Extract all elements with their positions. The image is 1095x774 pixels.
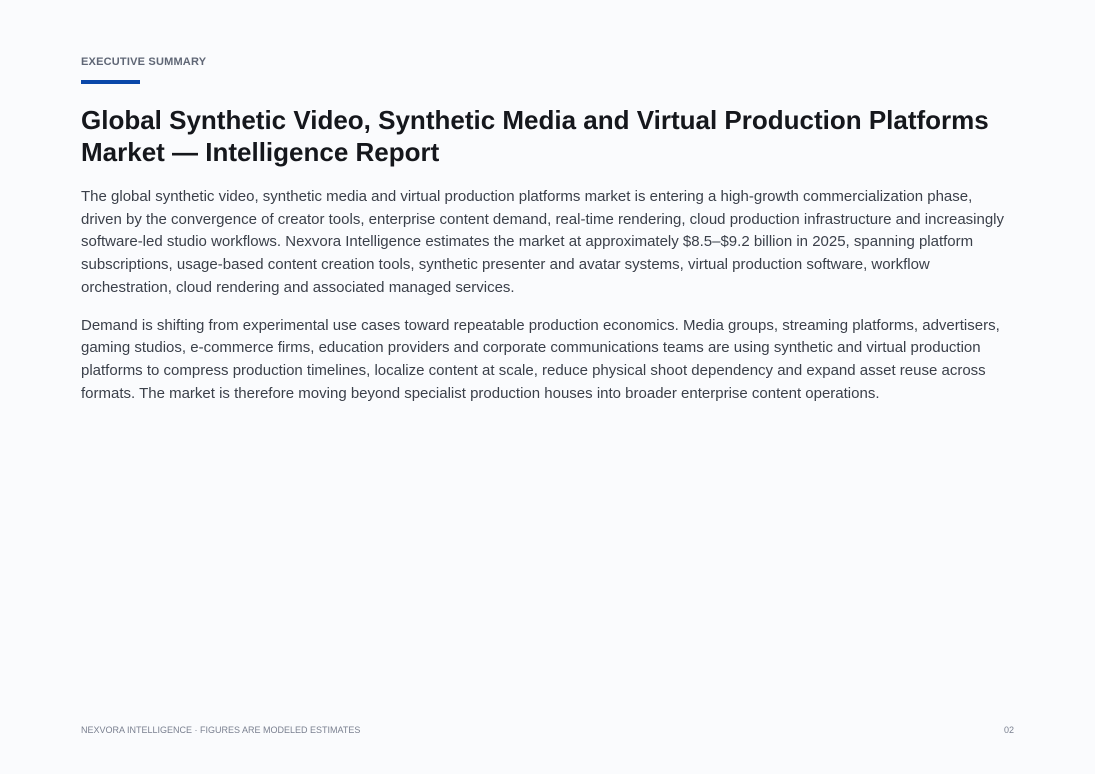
page-number: 02 <box>1003 725 1014 735</box>
summary-paragraph-2: Demand is shifting from experimental use cases toward repeatable production economics. Media groups, streaming platforms, advertisers, gaming studios, e-commerce firms, education providers and corporate communications teams are using synthetic and virtual production platforms to compress production timelines, localize content at scale, reduce physical shoot dependency and expand asset reuse across formats. The market is therefore moving beyond specialist production houses into broader enterprise content operations. <box>81 316 1000 402</box>
accent-bar <box>81 80 140 84</box>
page-title: Global Synthetic Video, Synthetic Media and Virtual Production Platforms Market — Intelligence Report <box>81 105 989 167</box>
footer-source-note: NEXVORA INTELLIGENCE · FIGURES ARE MODELED ESTIMATES <box>81 725 361 735</box>
summary-paragraph-1: The global synthetic video, synthetic media and virtual production platforms market is entering a high-growth commercialization phase, driven by the convergence of creator tools, enterprise content demand, real-time rendering, cloud production infrastructure and increasingly software-led studio workflows. Nexvora Intelligence estimates the market at approximately $8.5–$9.2 billion in 2025, spanning platform subscriptions, usage-based content creation tools, synthetic presenter and avatar systems, virtual production software, workflow orchestration, cloud rendering and associated managed services. <box>81 188 1005 296</box>
report-page <box>81 0 1015 774</box>
summary-body <box>81 186 1015 420</box>
section-label: EXECUTIVE SUMMARY <box>81 56 207 68</box>
